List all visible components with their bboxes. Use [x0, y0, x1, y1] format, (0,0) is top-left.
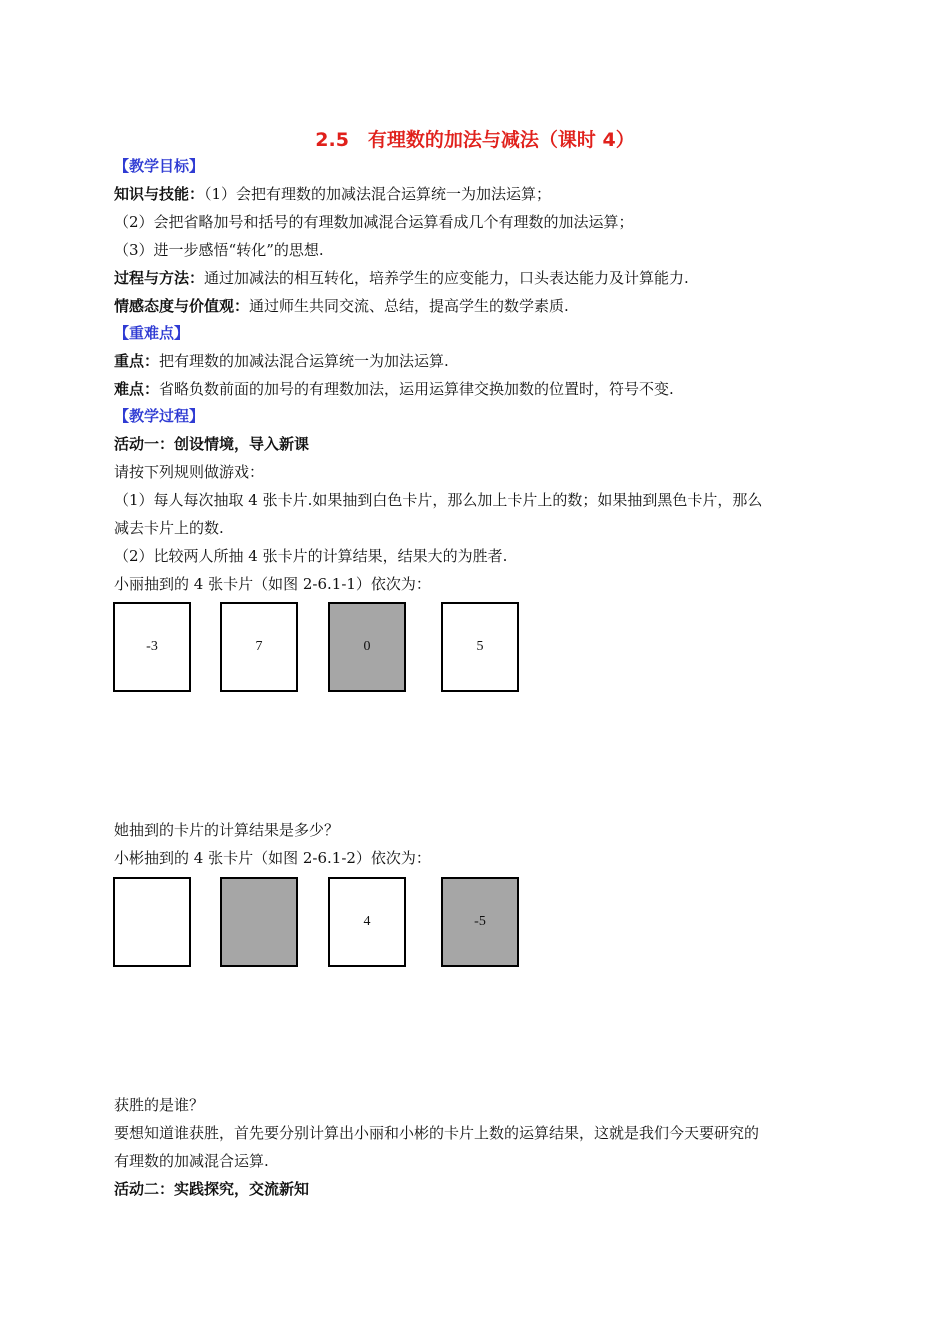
process-method-line — [114, 268, 689, 288]
process-method-label: 过程与方法： — [114, 269, 205, 287]
rule-one-line-a: （1）每人每次抽取 4 张卡片.如果抽到白色卡片，那么加上卡片上的数；如果抽到黑色卡片，那么 — [114, 491, 763, 509]
knowledge-skills-line — [114, 184, 551, 204]
activity-two-heading: 活动二：实践探究，交流新知 — [114, 1180, 310, 1198]
section-key-points: 【重难点】 — [114, 324, 190, 342]
difficulty-text: 省略负数前面的加号的有理数加法，运用运算律交换加数的位置时，符号不变. — [159, 380, 674, 398]
process-method-text: 通过加减法的相互转化，培养学生的应变能力，口头表达能力及计算能力. — [204, 269, 689, 287]
question-two: 获胜的是谁？ — [114, 1096, 205, 1114]
goal-item-3: （3）进一步感悟“转化”的思想. — [114, 241, 324, 259]
rule-one-line-b: 减去卡片上的数. — [114, 519, 224, 537]
knowledge-label: 知识与技能： — [114, 185, 205, 203]
section-teaching-goals: 【教学目标】 — [114, 157, 205, 175]
activity-one-heading: 活动一：创设情境，导入新课 — [114, 435, 310, 453]
game-intro: 请按下列规则做游戏： — [114, 463, 265, 481]
explain-line-a: 要想知道谁获胜，首先要分别计算出小丽和小彬的卡片上数的运算结果，这就是我们今天要研究的 — [114, 1124, 760, 1142]
xiaoli-card-3: 0 — [328, 602, 406, 692]
emotion-label: 情感态度与价值观： — [114, 297, 250, 315]
difficulty-label: 难点： — [114, 380, 160, 398]
page-title: 2.5 有理数的加法与减法（课时 4） — [315, 129, 635, 151]
emotion-values-line — [114, 296, 569, 316]
xiaoli-card-1: -3 — [113, 602, 191, 692]
rule-two: （2）比较两人所抽 4 张卡片的计算结果，结果大的为胜者. — [114, 547, 508, 565]
explain-line-b: 有理数的加减混合运算. — [114, 1152, 269, 1170]
xiaoli-card-2: 7 — [220, 602, 298, 692]
xiaobin-card-3: 4 — [328, 877, 406, 967]
focus-text: 把有理数的加减法混合运算统一为加法运算. — [159, 352, 449, 370]
xiaobin-card-1 — [113, 877, 191, 967]
question-one: 她抽到的卡片的计算结果是多少？ — [114, 821, 340, 839]
section-teaching-process: 【教学过程】 — [114, 407, 205, 425]
focus-line — [114, 351, 449, 371]
knowledge-text: （1）会把有理数的加减法混合运算统一为加法运算； — [204, 185, 552, 203]
xiaobin-card-2 — [220, 877, 298, 967]
goal-item-2: （2）会把省略加号和括号的有理数加减混合运算看成几个有理数的加法运算； — [114, 213, 634, 231]
xiaoli-intro: 小丽抽到的 4 张卡片（如图 2-6.1-1）依次为： — [114, 575, 431, 593]
xiaobin-card-4: -5 — [441, 877, 519, 967]
xiaoli-card-4: 5 — [441, 602, 519, 692]
difficulty-line — [114, 379, 674, 399]
xiaobin-intro: 小彬抽到的 4 张卡片（如图 2-6.1-2）依次为： — [114, 849, 431, 867]
focus-label: 重点： — [114, 352, 160, 370]
emotion-text: 通过师生共同交流、总结，提高学生的数学素质. — [249, 297, 569, 315]
